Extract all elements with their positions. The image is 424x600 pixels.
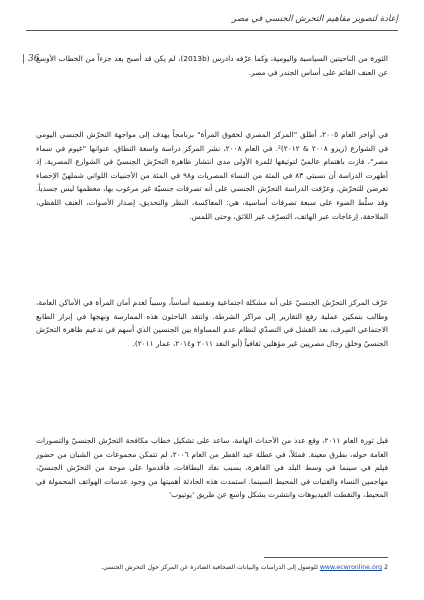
- paragraph-1: الثورة من الناحيتين السياسية واليومية، وكما عرّفه دادرس (2013b)، لم يكن قد أصبح بعد جزءاً من الخطاب الأوسع عن العنف القائم على أساس الجندر في مصر.: [36, 54, 388, 77]
- paragraph-2: في أواخر العام ٢٠٠٥، أطلق "المركز المصري لحقوق المرأة" برنامجاً يهدف إلى مواجهة التحرّش الجنسي اليومي في الشوارع (زيزو ٢٠٠٨ & ٢٠١٢)². في العام ٢٠٠٨، نشر المركز دراسة واسعة النطاق، عنوانها "غيوم في سماء مصر"، فازت باهتمام عالميّ لتوثيقها للمرة الأولى مدى انتشار ظاهرة التحرّش الجنسيّ في الشوارع المصرية. إذ أظهرت الدراسة أن نسبتي ٨٣ في المئة من النساء المصريات و٩٨ في المئة من الأجنبيات اللواتي شملهنّ الإحصاء تعرضن للتحرّش. وعرّفت الدراسة التحرّش الجنسي على أنه تصرفات جنسيّة غير مرغوب بها، معظمها ليس جسدياً. وقد سلّط الضوء على سبعة تصرفات أساسية، هي: المعاكسة، النظر والتحديق، إصدار الأصوات، العنف اللفظي، الملاحقة، إزعاجات عبر الهاتف، التصرّف غير اللائق، وحتى اللمس.: [36, 130, 388, 221]
- running-header: إعادة لتصوير مفاهيم التحرش الجنسي في مصر: [231, 14, 398, 24]
- header-rule: [26, 30, 398, 31]
- page-number-value: 36: [28, 54, 40, 64]
- paragraph-3: عرّف المركز التحرّش الجنسيّ على أنه مشكلة اجتماعية ونفسية أساساً، وسبباً لعدم أمان المرأة في الأماكن العامة، وطالب بتمكين عملية رفع التقارير إلى مراكز الشرطة. وانتقد الباحثون هذه الممارسة ونهجها في إبراز الطابع الاجتماعي الصِرف، بعد الفشل في التصدّي لنظام عدم المساواة بين الجنسين الذي أسهم في تدعيم ظاهرة التحرّش الجنسيّ وخلق رجال مصريين غير مؤهلين ثقافياً (أبو النغد ٢٠١١ و٢٠١٤، عمار ٢٠١١).: [36, 298, 388, 348]
- footnote: [36, 563, 388, 572]
- page-number-bar: |: [22, 54, 26, 64]
- footnote-rule: [264, 557, 388, 558]
- paragraph-4: قبل ثورة العام ٢٠١١، وقع عدد من الأحداث الهامة، ساعد على تشكيل خطاب مكافحة التحرّش الجنسيّ والتصورات العامة حوله، بطرق معينة. فمثلاً، في عطلة عيد الفطر من العام ٢٠٠٦، لم تتمكن مجموعات من الشبان من حضور فيلم في سينما في وسط البلد في القاهرة، بسبب نفاد البطاقات، فأقدموا على موجة من التحرّش الجنسيّ، مهاجمين النساء والفتيات في المحيط السينما. استمدت هذه الحادثة أهميتها من وجود عدسات الهواتف المحمولة في المحيط، والتقطت الفيديوهات وانتشرت بشكل واسع عن طريق 'يوتيوب': [36, 436, 388, 500]
- footnote-text: للوصول إلى الدراسات والبيانات الصحافية الصادرة عن المركز حول التحرش الجنسي.: [101, 564, 318, 571]
- footnote-link[interactable]: www.ecwronline.org: [319, 564, 383, 571]
- footnote-marker: 2: [384, 564, 388, 571]
